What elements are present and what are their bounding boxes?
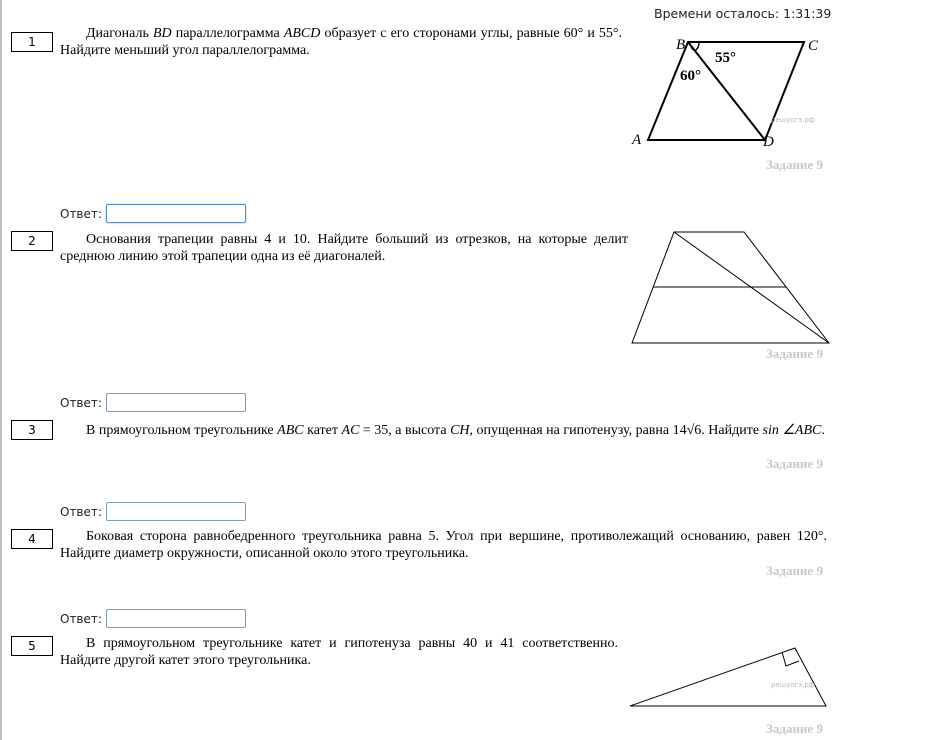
task-number-2: 2 [11,231,53,251]
watermark-5: решуогэ.рф [771,681,815,689]
answer-label-3: Ответ: [60,505,102,519]
task-text-4: Боковая сторона равнобедренного треугольника равна 5. Угол при вершине, противолежащий основанию, равен 120°. Найдите диаметр окружности, описанной около этого треугольника. [60,529,827,561]
task-reference-4: Задание 9 [766,563,823,578]
answer-input-1[interactable] [106,204,246,223]
angle-55-label: 55° [715,50,736,66]
answer-input-4[interactable] [106,609,246,628]
timer-label: Времени осталось: [654,6,780,21]
answer-input-3[interactable] [106,502,246,521]
angle-60-label: 60° [680,68,701,84]
vertex-d-label: D [763,134,774,150]
task-reference-1: Задание 9 [766,157,823,172]
task-number-5: 5 [11,636,53,656]
task-text-2: Основания трапеции равны 4 и 10. Найдите больший из отрезков, на которые делит среднюю линию этой трапеции одна из её диагоналей. [60,232,628,264]
trapezoid-figure [630,230,830,346]
task-number-1: 1 [11,32,53,52]
task-text-1: Диагональ BD параллелограмма ABCD образует с его сторонами углы, равные 60° и 55°. Найдите меньший угол параллелограмма. [60,26,623,58]
watermark: решуогэ.рф [771,116,815,124]
answer-input-2[interactable] [106,393,246,412]
task-text-5: В прямоугольном треугольнике катет и гипотенуза равны 40 и 41 соответственно. Найдите другой катет этого треугольника. [60,636,618,668]
vertex-c-label: C [808,38,819,54]
vertex-b-label: B [676,37,686,53]
timer [654,6,831,21]
right-triangle-figure [629,646,829,710]
answer-label-2: Ответ: [60,396,102,410]
task-number-3: 3 [11,420,53,440]
task-text-3: В прямоугольном треугольнике ABC катет AC = 35, а высота CH, опущенная на гипотенузу, равна 14√6. Найдите sin ∠ABC. [86,423,825,438]
timer-value: 1:31:39 [783,6,832,21]
answer-label-1: Ответ: [60,207,102,221]
task-number-4: 4 [11,529,53,549]
left-border [0,0,2,740]
task-reference-5: Задание 9 [766,721,823,736]
answer-label-4: Ответ: [60,612,102,626]
task-reference-3: Задание 9 [766,456,823,471]
vertex-a-label: A [632,132,642,148]
task-reference-2: Задание 9 [766,346,823,361]
parallelogram-figure [628,34,828,150]
